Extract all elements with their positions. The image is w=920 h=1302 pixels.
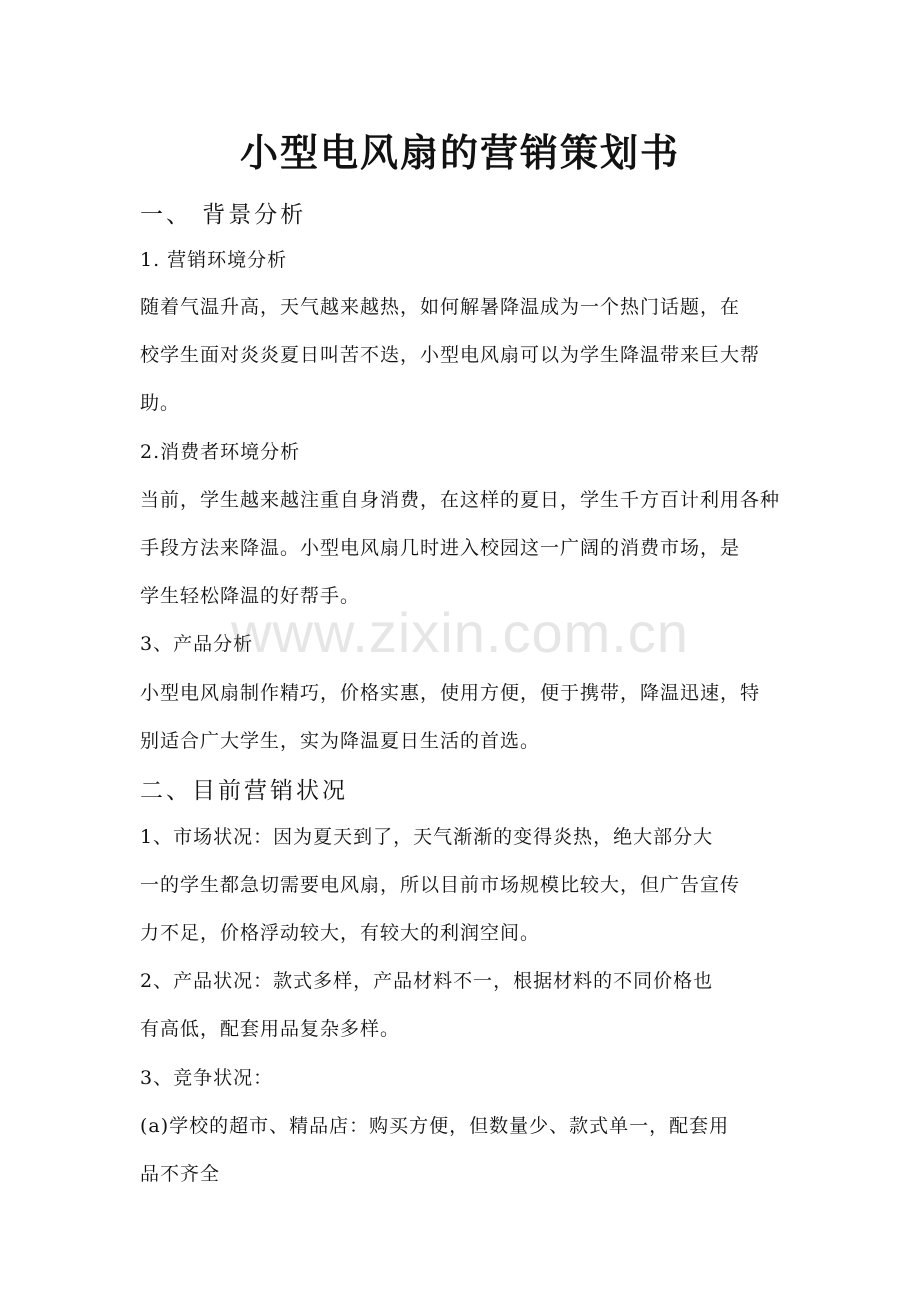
paragraph-line: 手段方法来降温。小型电风扇几时进入校园这一广阔的消费市场，是 [140,537,741,559]
paragraph-line: 1、市场状况：因为夏天到了，天气渐渐的变得炎热，绝大部分大 [140,826,714,848]
document-title: 小型电风扇的营销策划书 [239,130,680,175]
paragraph-line: 当前，学生越来越注重自身消费，在这样的夏日，学生千方百计利用各种 [140,489,781,511]
subheading-product-analysis: 3、产品分析 [140,633,254,655]
subheading-competition: 3、竞争状况： [140,1067,274,1089]
paragraph-line: 助。 [140,392,181,414]
section-heading-background: 一、 背景分析 [140,202,307,228]
paragraph-line: 学生轻松降温的好帮手。 [140,585,361,607]
watermark: www.zixin.com.cn [231,601,689,664]
paragraph-line: 随着气温升高，天气越来越热，如何解暑降温成为一个热门话题，在 [140,296,741,318]
section-heading-current-marketing: 二、目前营销状况 [140,778,348,804]
paragraph-line: 有高低，配套用品复杂多样。 [140,1018,401,1040]
paragraph-line: (a)学校的超市、精品店：购买方便，但数量少、款式单一，配套用 [140,1115,730,1137]
paragraph-line: 别适合广大学生，实为降温夏日生活的首选。 [140,730,541,752]
paragraph-line: 小型电风扇制作精巧，价格实惠，使用方便，便于携带，降温迅速，特 [140,682,761,704]
paragraph-line: 一的学生都急切需要电风扇，所以目前市场规模比较大，但广告宣传 [140,874,741,896]
paragraph-line: 校学生面对炎炎夏日叫苦不迭，小型电风扇可以为学生降温带来巨大帮 [140,344,761,366]
paragraph-line: 品不齐全 [140,1163,221,1185]
subheading-consumer-environment: 2.消费者环境分析 [140,441,301,463]
paragraph-line: 力不足，价格浮动较大，有较大的利润空间。 [140,922,541,944]
paragraph-line: 2、产品状况：款式多样，产品材料不一，根据材料的不同价格也 [140,970,714,992]
subheading-marketing-environment: 1. 营销环境分析 [140,249,288,271]
